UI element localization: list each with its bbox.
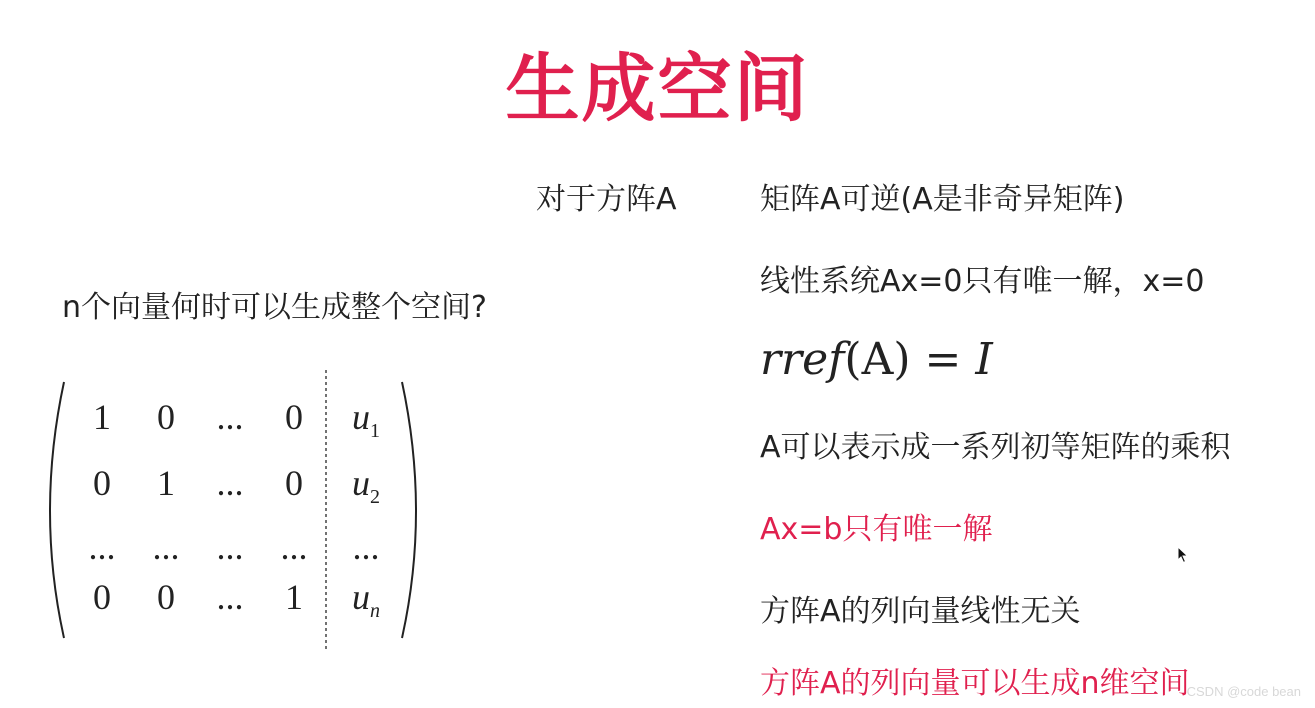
statement-elementary-product: A可以表示成一系列初等矩阵的乘积 — [760, 430, 1231, 465]
span-question: n个向量何时可以生成整个空间? — [62, 290, 487, 325]
augmented-cell-base: ... — [352, 527, 380, 567]
augmented-cell-sub: n — [370, 600, 380, 623]
matrix-cell: 0 — [157, 397, 175, 437]
augmented-cell-base: u — [352, 463, 370, 503]
augmented-cell — [336, 396, 396, 443]
matrix-cell: ... — [152, 527, 180, 567]
statement-columns-span: 方阵A的列向量可以生成n维空间 — [760, 666, 1190, 701]
matrix-cell: ... — [88, 527, 116, 567]
rref-equation: rref(A) = I — [760, 334, 993, 385]
matrix-cell: 0 — [285, 463, 303, 503]
matrix-cell: ... — [216, 463, 244, 503]
matrix-cell: ... — [216, 577, 244, 617]
augmented-cell — [336, 462, 396, 509]
identity-symbol: I — [975, 334, 993, 385]
matrix-cell: ... — [216, 397, 244, 437]
rref-function: rref — [760, 334, 845, 385]
statement-homogeneous-unique: 线性系统Ax=0只有唯一解，x=0 — [760, 264, 1205, 299]
matrix-cell: 0 — [157, 577, 175, 617]
augmented-matrix — [40, 370, 440, 655]
mouse-pointer-icon — [1177, 546, 1189, 568]
matrix-cell: ... — [216, 527, 244, 567]
matrix-cell: 0 — [93, 577, 111, 617]
augmented-cell — [336, 576, 396, 623]
rref-argument: A — [861, 334, 894, 385]
augmented-cell — [336, 526, 396, 568]
matrix-cell: 0 — [285, 397, 303, 437]
square-matrix-heading: 对于方阵A — [536, 182, 677, 217]
matrix-cell: 1 — [157, 463, 175, 503]
augmented-cell-base: u — [352, 577, 370, 617]
equals-sign: = — [924, 334, 962, 385]
matrix-cell: 0 — [93, 463, 111, 503]
augmented-cell-base: u — [352, 397, 370, 437]
slide-title: 生成空间 — [505, 46, 810, 132]
augmented-cell-sub: 1 — [370, 420, 380, 443]
matrix-cell: 1 — [93, 397, 111, 437]
statement-invertible: 矩阵A可逆(A是非奇异矩阵) — [760, 182, 1125, 217]
statement-independent-columns: 方阵A的列向量线性无关 — [760, 594, 1081, 629]
matrix-cell: 1 — [285, 577, 303, 617]
watermark: CSDN @code bean — [1186, 684, 1301, 699]
matrix-cell: ... — [280, 527, 308, 567]
statement-unique-solution: Ax=b只有唯一解 — [760, 512, 993, 547]
augmented-cell-sub: 2 — [370, 486, 380, 509]
